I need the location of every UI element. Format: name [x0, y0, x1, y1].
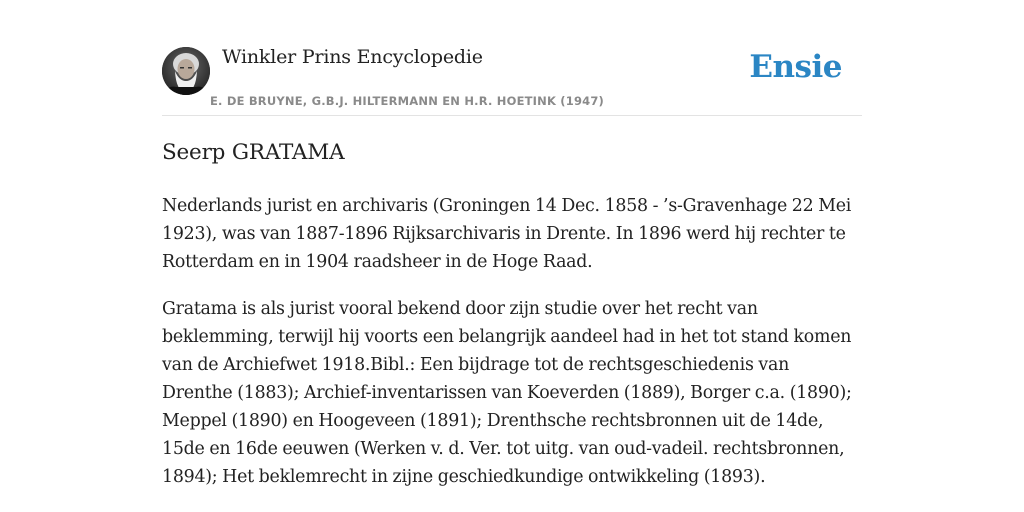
- site-header: [162, 44, 862, 116]
- brand-logo[interactable]: Ensie: [749, 49, 842, 85]
- article-paragraph-1: Nederlands jurist en archivaris (Groningen 14 Dec. 1858 - ’s-Gravenhage 22 Mei 1923), was van 1887-1896 Rijksarchivaris in Drente. In 1896 werd hij rechter te Rotterdam en in 1904 raadsheer in de Hoge Raad.: [162, 196, 852, 272]
- authors-byline: E. DE BRUYNE, G.B.J. HILTERMANN EN H.R. HOETINK (1947): [210, 94, 605, 108]
- site-title[interactable]: Winkler Prins Encyclopedie: [222, 46, 483, 68]
- article-title: Seerp GRATAMA: [162, 140, 345, 165]
- article-paragraph-2: Gratama is als jurist vooral bekend door zijn studie over het recht van beklemming, terwijl hij voorts een belangrijk aandeel had in het tot stand komen van de Archiefwet 1918.Bibl.: Een bijdrage tot de rechtsgeschiedenis van Drenthe (1883); Archief-inventarissen van Koeverden (1889), Borger c.a. (1890); Meppel (1890) en Hoogeveen (1891); Drenthsche rechtsbronnen uit de 14de, 15de en 16de eeuwen (Werken v. d. Ver. tot uitg. van oud-vadeil. rechtsbronnen, 1894); Het beklemrecht in zijne geschiedkundige ontwikkeling (1893).: [162, 299, 852, 487]
- portrait-photo-icon[interactable]: [162, 47, 210, 95]
